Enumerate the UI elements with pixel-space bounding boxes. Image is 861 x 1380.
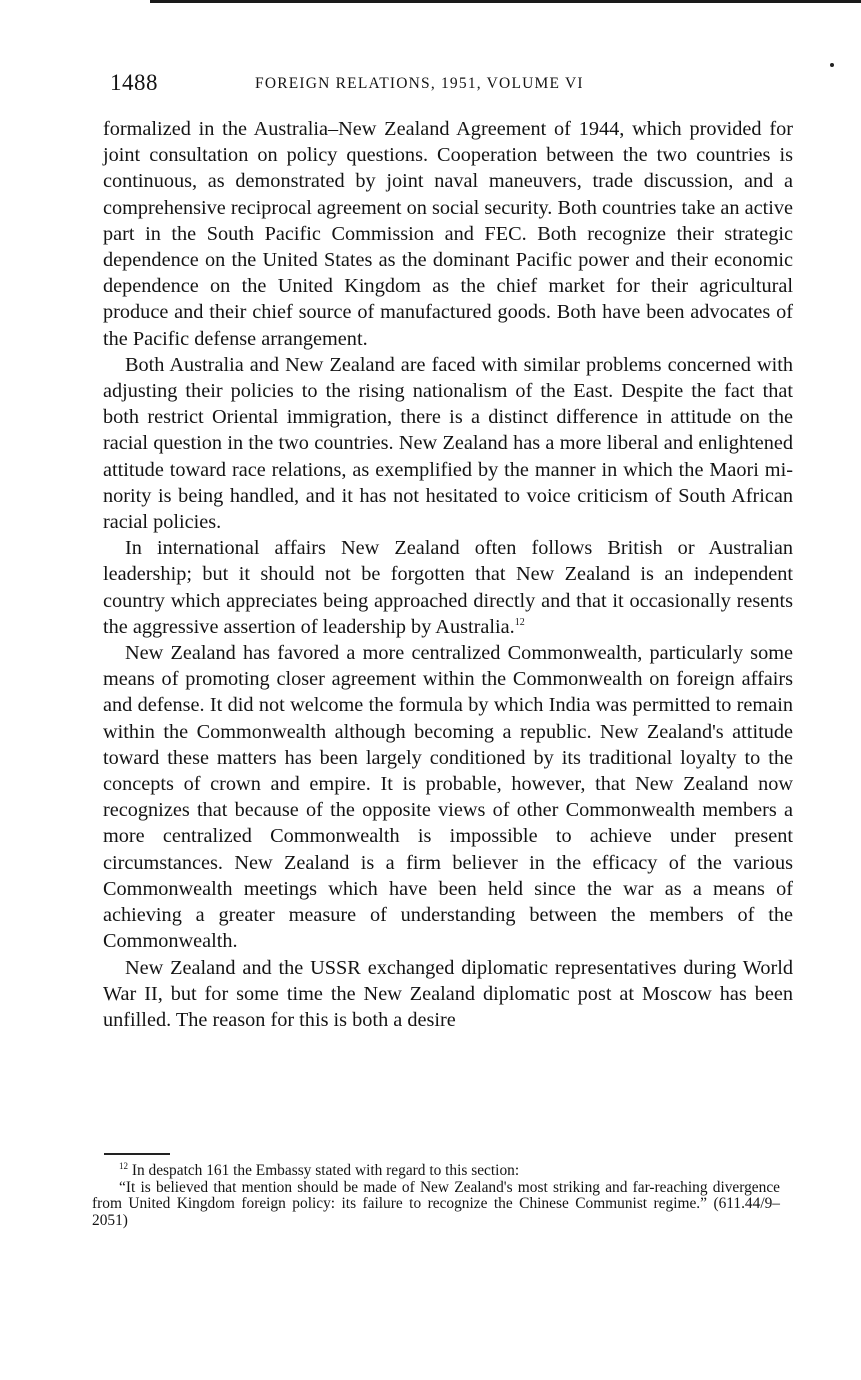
paragraph-3: [103, 535, 793, 640]
page-header: [110, 70, 800, 104]
footnote-reference-12[interactable]: 12: [514, 617, 525, 629]
paragraph-4: New Zealand has favored a more centralized Commonwealth, particularly some means of promoting closer agreement within the Commonwealth on foreign affairs and defense. It did not welcome the formula by which India was permitted to remain within the Commonwealth although becoming a republic. New Zealand's attitude toward these matters has been largely conditioned by its traditional loyalty to the concepts of crown and empire. It is probable, however, that New Zealand now recognizes that because of the opposite views of other Commonwealth members a more centralized Commonwealth is impossible to achieve under present circumstances. New Zealand is a firm believer in the efficacy of the various Commonwealth meetings which have been held since the war as a means of achieving a greater measure of understanding between the members of the Commonwealth.: [103, 642, 793, 953]
footnote-marker: 12: [119, 1160, 128, 1171]
footnote-text: In despatch 161 the Embassy stated with regard to this section:: [131, 1162, 520, 1179]
paragraph-2: Both Australia and New Zealand are faced with similar problems concerned with adjusting their policies to the rising nationalism of the East. Despite the fact that both restrict Oriental immigration, there is a distinct difference in attitude on the racial question in the two countries. New Zealand has a more liberal and enlightened attitude toward race relations, as exemplified by the manner in which the Maori minority is being handled, and it has not hesitated to voice criticism of South African racial policies.: [103, 353, 793, 534]
body-text: [103, 116, 793, 1033]
footnote-12: [92, 1160, 780, 1180]
paragraph-3-text: In international affairs New Zealand often follows British or Australian leadership; but it should not be forgotten that New Zealand is an independent country which appreciates being approached directly and that it occasionally resents the aggressive assertion of leadership by Australia.: [103, 537, 793, 638]
margin-dot-mark: [830, 63, 834, 67]
paragraph-5: New Zealand and the USSR exchanged diplomatic representatives during World War II, but for some time the New Zealand diplomatic post at Moscow has been unfilled. The reason for this is both a desire: [103, 956, 793, 1031]
top-edge-rule: [150, 0, 861, 3]
running-head: FOREIGN RELATIONS, 1951, VOLUME VI: [255, 75, 584, 92]
footnotes: [92, 1160, 780, 1229]
page-number: 1488: [110, 70, 158, 95]
paragraph-1: formalized in the Australia–New Zealand Agreement of 1944, which provided for joint consultation on policy questions. Cooperation between the two countries is continuous, as demonstrated by joint naval maneuvers, trade discussion, and a comprehensive reciprocal agreement on social security. Both countries take an active part in the South Pacific Commission and FEC. Both recognize their strategic dependence on the United States as the dominant Pacific power and their economic dependence on the United Kingdom as the chief market for their agricultural produce and their chief source of manufactured goods. Both have been advocates of the Pacific defense arrangement.: [103, 118, 793, 350]
footnote-separator: [104, 1153, 170, 1155]
footnote-quote: “It is believed that mention should be made of New Zealand's most striking and far-reaching divergence from United Kingdom foreign policy: its failure to recognize the Chinese Communist regime.” (611.44/9–2051): [92, 1178, 780, 1229]
